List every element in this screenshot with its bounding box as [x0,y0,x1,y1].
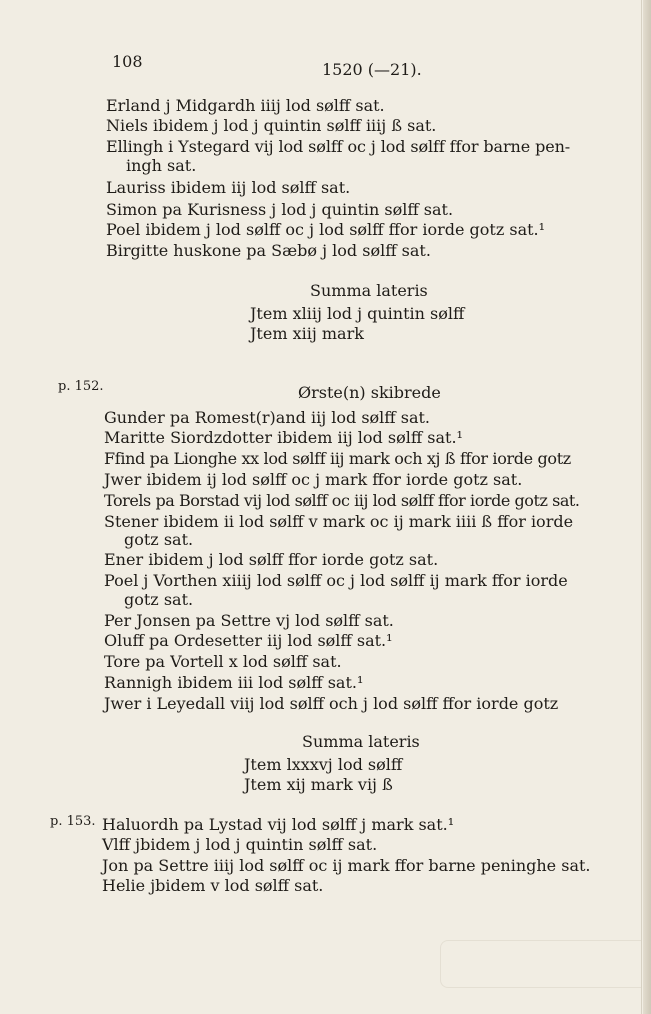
entry-line: gotz sat. [124,530,194,549]
running-title: 1520 (—21). [322,60,422,79]
summa-heading: Summa lateris [310,281,428,300]
entry-line: Oluff pa Ordesetter iij lod sølff sat.¹ [104,631,393,650]
entry-line: Ffind pa Lionghe xx lod sølff iij mark och xj ß ffor iorde gotz [104,449,571,468]
entry-line: Jon pa Settre iiij lod sølff oc ij mark ffor barne peninghe sat. [102,856,591,875]
summa-heading: Summa lateris [302,732,420,751]
entry-line: Gunder pa Romest(r)and iij lod sølff sat. [104,408,431,427]
entry-line: Per Jonsen pa Settre vj lod sølff sat. [104,611,394,630]
entry-line: gotz sat. [124,590,194,609]
entry-line: Tore pa Vortell x lod sølff sat. [104,652,342,671]
entry-line: Jwer ibidem ij lod sølff oc j mark ffor iorde gotz sat. [104,470,523,489]
entry-line: Torels pa Borstad vij lod sølff oc iij lod sølff ffor iorde gotz sat. [104,491,580,510]
entry-line: Maritte Siordzdotter ibidem iij lod sølff sat.¹ [104,428,463,447]
entry-line: Poel j Vorthen xiiij lod sølff oc j lod sølff ij mark ffor iorde [104,571,568,590]
entry-line: Erland j Midgardh iiij lod sølff sat. [106,96,385,115]
faint-rectangle [440,940,641,988]
margin-page-reference: p. 152. [58,379,104,394]
entry-line: Jwer i Leyedall viij lod sølff och j lod sølff ffor iorde gotz [104,694,559,713]
entry-line: Ellingh i Ystegard vij lod sølff oc j lod sølff ffor barne pen- [106,137,571,156]
summa-line: Jtem xij mark vij ß [244,775,393,794]
page-number: 108 [112,52,143,71]
entry-line: Haluordh pa Lystad vij lod sølff j mark sat.¹ [102,815,455,834]
entry-line: Ener ibidem j lod sølff ffor iorde gotz sat. [104,550,439,569]
page-edge [643,0,651,1014]
summa-line: Jtem xliij lod j quintin sølff [250,304,465,323]
entry-line: Vlff jbidem j lod j quintin sølff sat. [102,835,378,854]
page-edge-line [641,0,642,1014]
summa-line: Jtem xiij mark [250,324,364,343]
summa-line: Jtem lxxxvj lod sølff [244,755,403,774]
section-heading: Ørste(n) skibrede [298,383,441,402]
entry-line: Rannigh ibidem iii lod sølff sat.¹ [104,673,364,692]
entry-line: Stener ibidem ii lod sølff v mark oc ij mark iiii ß ffor iorde [104,512,574,531]
entry-line: Niels ibidem j lod j quintin sølff iiij ß sat. [106,116,437,135]
entry-line: Birgitte huskone pa Sæbø j lod sølff sat. [106,241,431,260]
entry-line: Poel ibidem j lod sølff oc j lod sølff ffor iorde gotz sat.¹ [106,220,546,239]
entry-line: Lauriss ibidem iij lod sølff sat. [106,178,351,197]
margin-page-reference: p. 153. [50,814,96,829]
entry-line: ingh sat. [126,156,197,175]
entry-line: Helie jbidem v lod sølff sat. [102,876,324,895]
entry-line: Simon pa Kurisness j lod j quintin sølff sat. [106,200,454,219]
